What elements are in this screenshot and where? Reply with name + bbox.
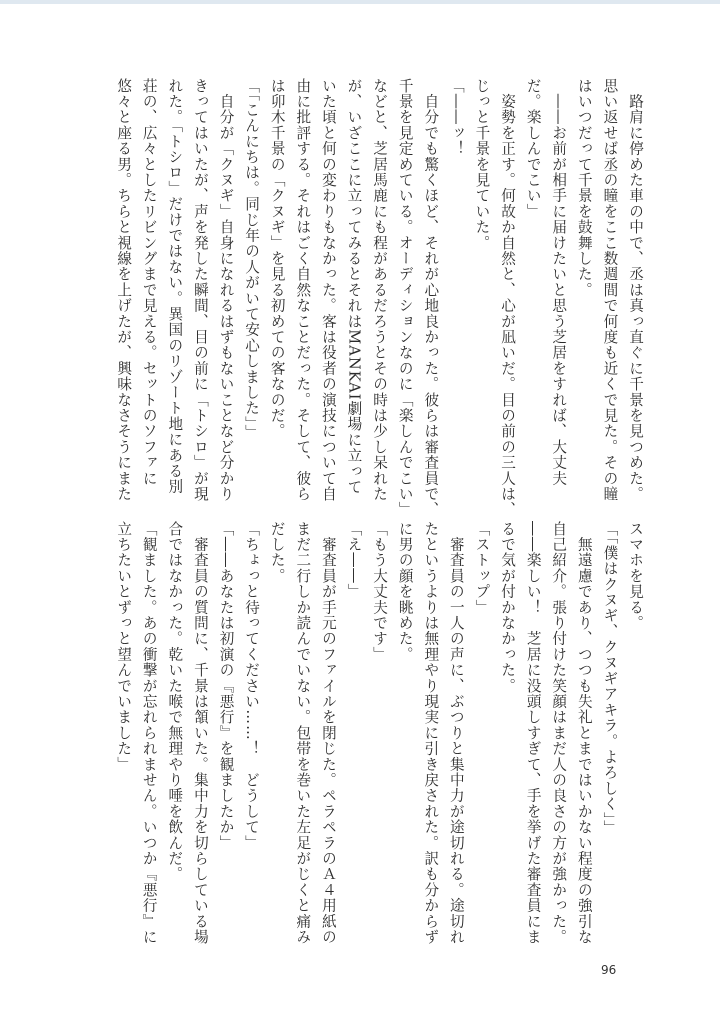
text-line: るで気が付かなかった。 [499,521,517,694]
text-line: は卯木千景の「クヌギ」を見る初めての客なのだ。 [268,78,286,440]
page-number: 96 [601,963,617,977]
text-line: に男の顔を眺めた。 [396,521,414,663]
text-line: だした。 [268,521,286,584]
text-line: ――お前が相手に届けたいと思う芝居をすれば、大丈夫 [550,78,568,487]
text-line: まだ二行しか読んでいない。包帯を巻いた左足がじくと痛み [294,521,312,945]
text-line: 審査員の一人の声に、ぶつりと集中力が途切れる。途切れ [447,521,465,945]
text-line: などと、芝居馬鹿にも程があるだろうとその時は少し呆れた [371,78,389,502]
lower-text-block [111,521,648,951]
text-line: たというよりは無理やり現実に引き戻された。訳も分からず [422,521,440,945]
text-line: スマホを見る。 [627,521,644,631]
text-line: 自己紹介。張り付けた笑顔はまだ人の良さの方が強かった。 [550,521,568,945]
text-line: きってはいたが、声を発した瞬間、目の前に「トシロ」が現 [191,78,209,502]
text-line: 姿勢を正す。何故か自然と、心が凪いだ。目の前の三人は、 [499,78,517,518]
text-line: 悠々と座る男。ちらと視線を上げたが、興味なさそうにまた [115,78,133,502]
text-line: 荘の、広々としたリビングまで見える。セットのソファに [140,78,158,487]
text-line: 「もう大丈夫です」 [371,521,389,663]
text-line: 「「僕はクヌギ、クヌギアキラ。よろしく」」 [601,521,619,837]
text-line: が、いざここに立ってみるとそれはMANKAI劇場に立って [345,78,363,495]
upper-text-block [111,78,648,518]
text-line: ――楽しい！ 芝居に没頭しすぎて、手を挙げた審査員にま [524,521,542,945]
text-line: 「ちょっと待ってください……！ どうして」 [243,521,261,851]
text-line: 立ちたいとずっと望んでいました」 [115,521,133,773]
text-line: 「――ッ！ [447,78,465,157]
text-line: 無遠慮であり、つつも失礼とまではいかない程度の強引な [575,521,593,945]
text-line: 「え――」 [345,521,363,600]
text-line: 「ストップ」 [473,521,491,616]
text-line: いた頃と何の変わりもなかった。客は役者の演技について自 [319,78,337,502]
text-line: 自分でも驚くほど、それが心地良かった。彼らは審査員で、 [422,78,440,518]
text-line: 「観ました。あの衝撃が忘れられません。いつか『悪行』に [140,521,158,945]
text-line: れた。「トシロ」だけではない。異国のリゾート地にある別 [166,78,184,495]
text-line: 「「こんにちは。同じ年の人がいて安心しました」」 [243,78,261,441]
text-line: 審査員の質問に、千景は頷いた。集中力を切らしている場 [191,521,209,945]
text-line: 思い返せば丞の瞳をここ数週間で何度も近くで見た。その瞳 [601,78,619,502]
text-line: 千景を見定めている。オーディションなのに「楽しんでこい」 [396,78,414,518]
text-line: 合ではなかった。乾いた喉で無理やり唾を飲んだ。 [166,521,184,883]
text-line: 由に批評する。それはごく自然なことだった。そして、彼ら [294,78,312,502]
text-line: じっと千景を見ていた。 [473,78,491,251]
text-line: 「――あなたは初演の『悪行』を観ましたか」 [217,521,235,851]
text-line: だ。楽しんでこい」 [524,78,542,220]
text-line: 路肩に停めた車の中で、丞は真っ直ぐに千景を見つめた。 [627,78,644,502]
text-line: はいつだって千景を鼓舞した。 [575,78,593,298]
text-line: 審査員が手元のファイルを閉じた。ペラペラのＡ４用紙の [319,521,337,945]
text-line: 自分が「クヌギ」自身になれるはずもないことなど分かり [217,78,235,502]
